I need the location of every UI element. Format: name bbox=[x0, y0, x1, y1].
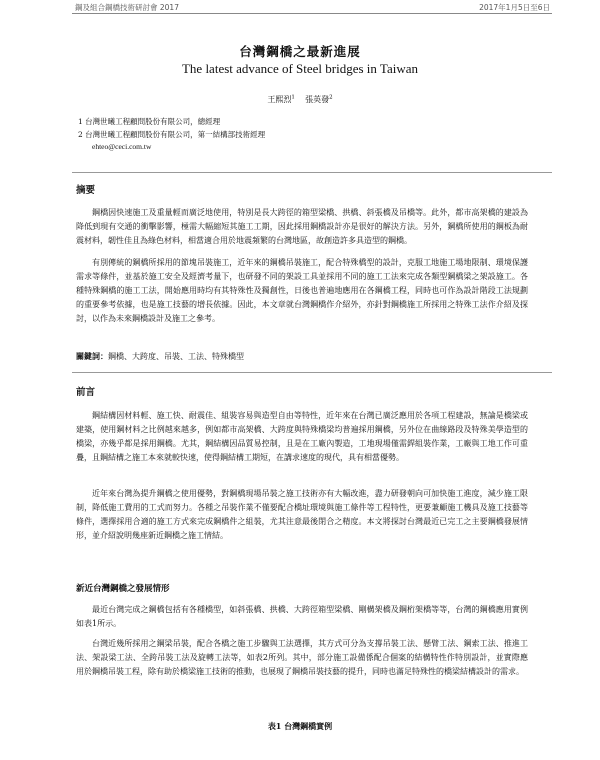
abstract-heading: 摘要 bbox=[76, 185, 96, 196]
intro-heading: 前言 bbox=[76, 387, 96, 398]
affiliation-2: 2 台灣世曦工程顧問股份有限公司，第一結構部技術經理 bbox=[78, 130, 266, 139]
author-2-sup: 2 bbox=[329, 94, 333, 101]
development-heading: 新近台灣鋼橋之發展情形 bbox=[76, 584, 170, 594]
intro-paragraph: 近年來台灣為提升鋼橋之使用優勢，對鋼橋現場吊裝之施工技術亦有大幅改進，盡力研發朝向可加快施工進度，減少施工限制，降低施工費用的工式而努力。各種之吊裝作業不僅要配合橋址環境與施工條件等工程特性，更要兼顧施工機具及施工技藝等條件，選擇採用合適的施工方式來完成鋼橋件之組裝，尤其注意最後閉合之精度。本文將探討台灣最近已完工之主要鋼橋發展情形，並介紹說明幾座新近鋼橋之施工情結。 bbox=[76, 489, 528, 540]
author-2: 張英發 bbox=[305, 95, 330, 104]
table-caption: 表1 台灣鋼橋實例 bbox=[267, 721, 333, 731]
keywords bbox=[76, 351, 244, 362]
divider bbox=[72, 372, 552, 373]
author-email: ehteo@ceci.com.tw bbox=[92, 142, 152, 151]
title-chinese: 台灣鋼橋之最新進展 bbox=[239, 44, 361, 59]
author-1: 王熙烈 bbox=[267, 95, 292, 104]
keywords-label: 關鍵詞： bbox=[76, 351, 108, 361]
intro-paragraph: 鋼結構因材料輕、施工快、耐震佳、組裝容易與造型自由等特性，近年來在台灣已廣泛應用於各項工程建設，無論是橋梁或建築，使用鋼材料之比例越來越多，例如都市高架橋、大跨度與特殊橋梁均普遍採用鋼橋，另外位在曲線路段及特殊美學造型的橋梁，亦幾乎都是採用鋼橋。尤其，鋼結構因品質易控制，且是在工廠內製造，工地現場僅需銲組裝作業，工廠與工地工作可重疊，且鋼結構之施工本來就較快速，使得鋼結構工期短，在講求速度的現代，具有相當優勢。 bbox=[76, 411, 528, 462]
development-paragraph: 台灣近幾所採用之鋼梁吊裝，配合各橋之施工步驟與工法選擇，其方式可分為支撐吊裝工法、懸臂工法、鋼索工法、推進工法、架設梁工法、全跨吊裝工法及旋轉工法等，如表2所列。其中，部分施工設備係配合個案的結構特性作特別設計，並實際應用於鋼橋吊裝工程，除有助於橋梁施工技術的推動，也展現了鋼橋吊裝技藝的提升，同時也滿足特殊性的橋梁結構設計的需求。 bbox=[76, 639, 528, 676]
title-english: The latest advance of Steel bridges in Taiwan bbox=[181, 61, 419, 76]
affiliation-1: 1 台灣世曦工程顧問股份有限公司，總經理 bbox=[78, 117, 221, 126]
development-paragraph: 最近台灣完成之鋼橋包括有各種橋型，如斜張橋、拱橋、大跨徑箱型梁橋、剛構架橋及鋼桁架橋等等，台灣的鋼橋應用實例如表1所示。 bbox=[76, 605, 528, 628]
abstract-paragraph: 有別傳統的鋼橋所採用的節塊吊裝施工，近年來的鋼橋吊裝施工，配合特殊橋型的設計，克服工地施工場地限制、環境保護需求等條件，並基於施工安全及經濟考量下，也研發不同的架設工具並採用不同的施工工法來完成各類型鋼橋梁之架設施工。各種特殊鋼橋的施工工法，開始應用時均有其特殊性及獨創性，日後也普遍地應用在各鋼橋工程，同時也可作為設計階段工法規劃的重要參考依據，也是施工技藝的增長依據。因此，本文章就台灣鋼橋作介紹外，亦針對鋼橋施工所採用之特殊工法作介紹及探討，以作為未來鋼橋設計及施工之參考。 bbox=[76, 258, 528, 323]
author-line bbox=[0, 94, 600, 105]
running-head-right: 2017年1月5日至6日 bbox=[479, 3, 550, 12]
author-1-sup: 1 bbox=[291, 94, 295, 101]
running-head-left: 鋼及組合鋼橋技術研討會 2017 bbox=[75, 3, 179, 12]
header-rule bbox=[72, 13, 552, 14]
keywords-value: 鋼橋、大跨度、吊裝、工法、特殊橋型 bbox=[108, 352, 244, 361]
divider bbox=[72, 172, 552, 173]
abstract-paragraph: 鋼橋因快速施工及重量輕而廣泛地使用，特別是長大跨徑的箱型梁橋、拱橋、斜張橋及吊橋等。此外，都市高架橋的建設為降低到現有交通的衝擊影響，極需大幅縮短其施工工期，因此採用鋼橋設計亦是很好的解決方法。另外，鋼橋所使用的鋼板為耐震材料，韌性佳且為綠色材料，相當適合用於地震頻繁的台灣地區，故創造許多具造型的鋼橋。 bbox=[76, 208, 528, 245]
